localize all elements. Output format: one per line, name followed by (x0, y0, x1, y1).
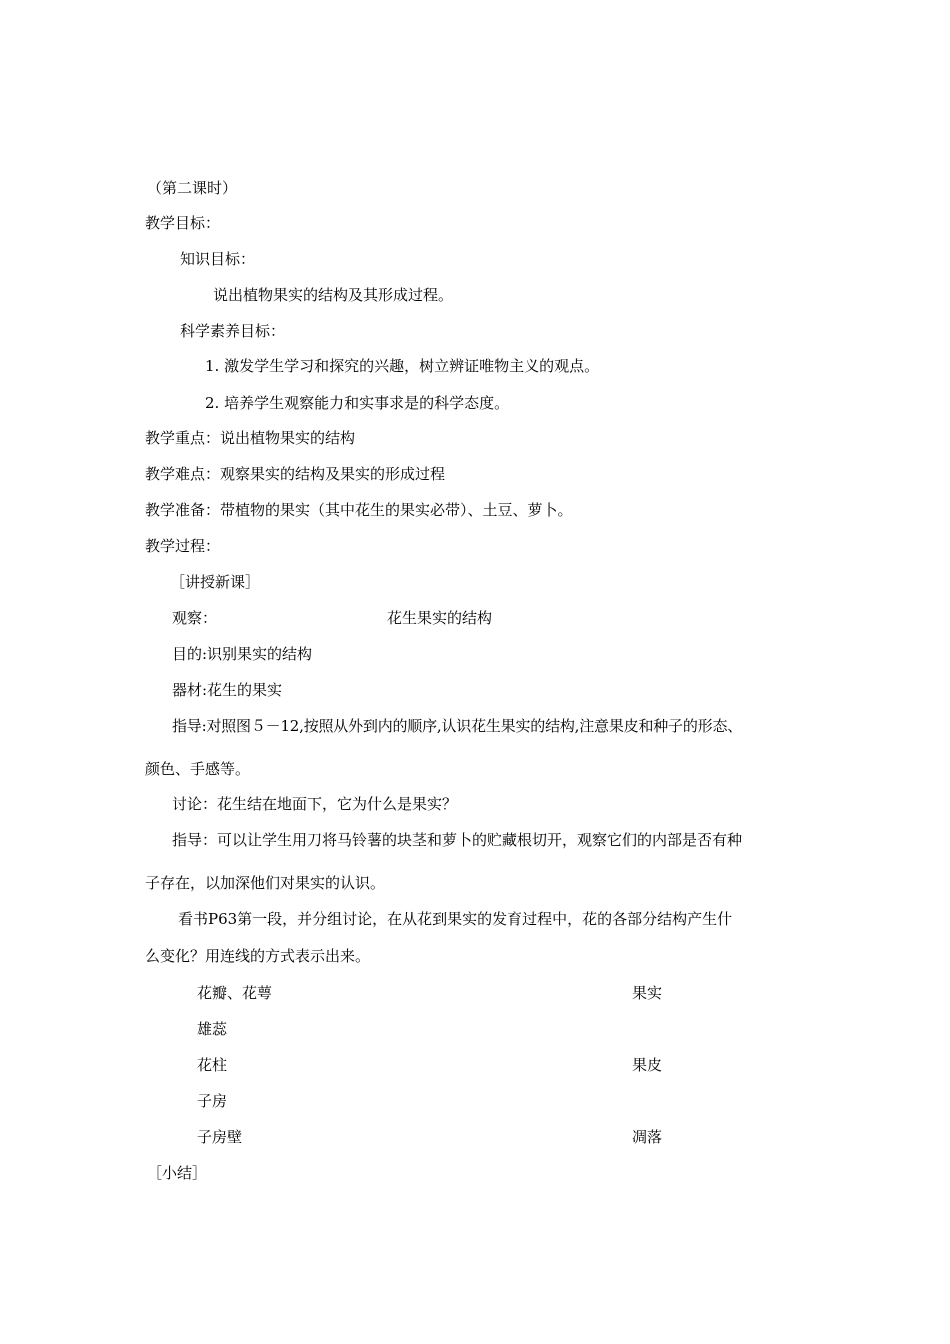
observe-label: 观察： (172, 609, 218, 627)
guide2-line2: 子存在，以加深他们对果实的认识。 (145, 874, 386, 892)
reading-line2: 么变化？用连线的方式表示出来。 (145, 947, 371, 965)
reading-line1: 看书P63第一段，并分组讨论，在从花到果实的发育过程中，花的各部分结构产生什 (178, 910, 733, 928)
difficulty: 教学难点：观察果实的结构及果实的形成过程 (145, 465, 446, 483)
match-right-3: 果皮 (632, 1056, 663, 1074)
match-right-5: 凋落 (632, 1128, 663, 1146)
guide1-line2: 颜色、手感等。 (145, 760, 251, 778)
process-heading: 教学过程： (145, 537, 221, 555)
guide2-line1: 指导：可以让学生用刀将马铃薯的块茎和萝卜的贮藏根切开，观察它们的内部是否有种 (172, 831, 743, 849)
period-label: （第二课时） (147, 179, 238, 197)
guide1-line1: 指导:对照图５－12,按照从外到内的顺序,认识花生果实的结构,注意果皮和种子的形态、 (172, 717, 743, 735)
knowledge-text: 说出植物果实的结构及其形成过程。 (213, 286, 454, 304)
equipment: 器材:花生的果实 (172, 681, 283, 699)
key-point: 教学重点：说出植物果实的结构 (145, 429, 356, 447)
observe-title: 花生果实的结构 (387, 609, 493, 627)
match-left-2: 雄蕊 (197, 1020, 228, 1038)
match-left-1: 花瓣、花萼 (197, 984, 273, 1002)
purpose: 目的:识别果实的结构 (172, 645, 313, 663)
literacy-item-2: 2. 培养学生观察能力和实事求是的科学态度。 (205, 394, 510, 412)
knowledge-heading: 知识目标： (180, 250, 256, 268)
literacy-item-1: 1. 激发学生学习和探究的兴趣，树立辨证唯物主义的观点。 (205, 357, 600, 375)
summary-heading: ［小结］ (147, 1164, 208, 1182)
preparation: 教学准备：带植物的果实（其中花生的果实必带）、土豆、萝卜。 (145, 501, 573, 519)
match-left-3: 花柱 (197, 1056, 228, 1074)
literacy-heading: 科学素养目标： (180, 322, 286, 340)
objectives-heading: 教学目标： (145, 214, 221, 232)
match-right-1: 果实 (632, 984, 663, 1002)
match-left-5: 子房壁 (197, 1128, 243, 1146)
match-left-4: 子房 (197, 1092, 228, 1110)
new-lesson-heading: ［讲授新课］ (170, 573, 261, 591)
discussion: 讨论：花生结在地面下，它为什么是果实？ (172, 795, 458, 813)
